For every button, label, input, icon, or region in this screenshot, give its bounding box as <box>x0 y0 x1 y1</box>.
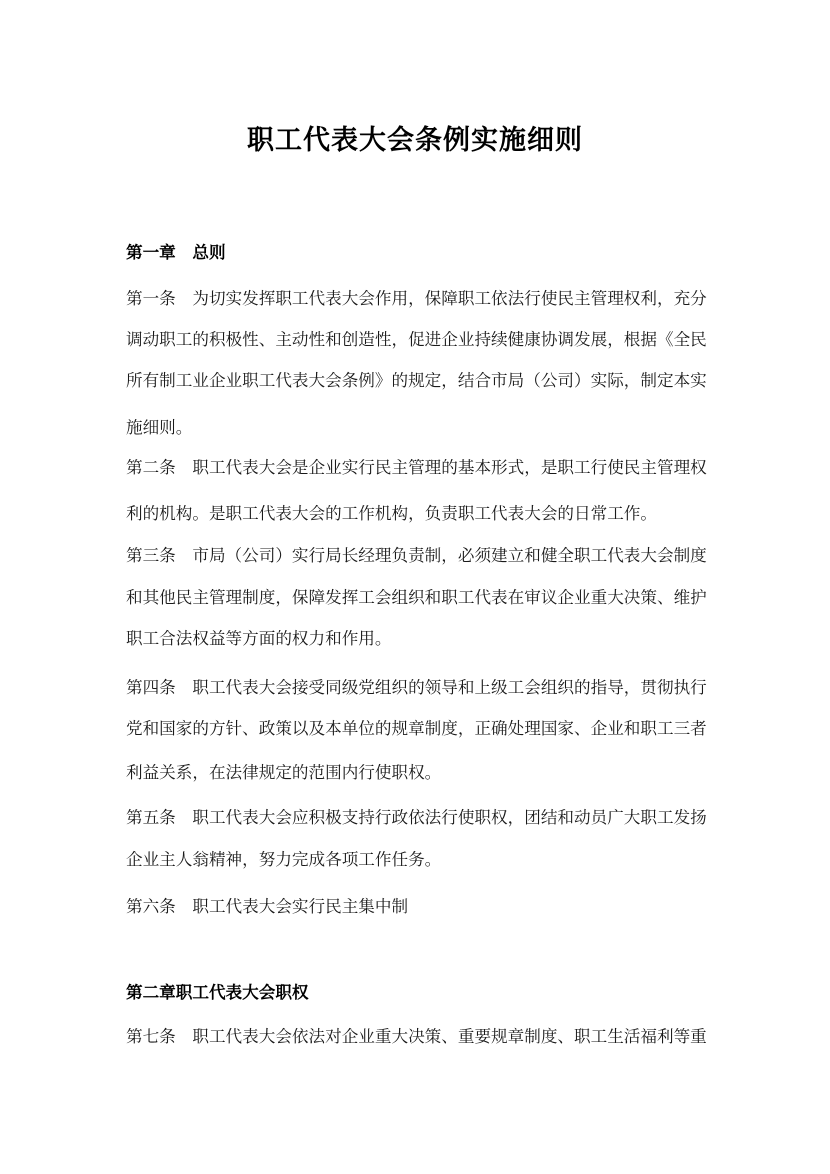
paragraph-line: 第三条 市局（公司）实行局长经理负责制，必须建立和健全职工代表大会制度 <box>126 546 707 565</box>
paragraph-line: 党和国家的方针、政策以及本单位的规章制度，正确处理国家、企业和职工三者 <box>126 719 707 738</box>
paragraph-line: 利的机构。是职工代表大会的工作机构，负责职工代表大会的日常工作。 <box>126 504 657 523</box>
chapter-heading: 第二章职工代表大会职权 <box>126 983 309 1002</box>
paragraph-line: 职工合法权益等方面的权力和作用。 <box>126 629 392 648</box>
paragraph-line: 第六条 职工代表大会实行民主集中制 <box>126 897 409 916</box>
paragraph-line: 利益关系，在法律规定的范围内行使职权。 <box>126 763 442 782</box>
paragraph-line: 施细则。 <box>126 418 193 437</box>
paragraph-line: 所有制工业企业职工代表大会条例》的规定，结合市局（公司）实际，制定本实 <box>126 371 707 390</box>
chapter-heading: 第一章 总则 <box>126 243 226 262</box>
paragraph-line: 第七条 职工代表大会依法对企业重大决策、重要规章制度、职工生活福利等重 <box>126 1027 707 1046</box>
paragraph-line: 调动职工的积极性、主动性和创造性，促进企业持续健康协调发展，根据《全民 <box>126 330 707 349</box>
paragraph-line: 第五条 职工代表大会应积极支持行政依法行使职权，团结和动员广大职工发扬 <box>126 808 707 827</box>
paragraph-line: 企业主人翁精神，努力完成各项工作任务。 <box>126 850 442 869</box>
paragraph-line: 和其他民主管理制度，保障发挥工会组织和职工代表在审议企业重大决策、维护 <box>126 588 707 607</box>
paragraph-line: 第一条 为切实发挥职工代表大会作用，保障职工依法行使民主管理权利，充分 <box>126 289 707 308</box>
paragraph-line: 第四条 职工代表大会接受同级党组织的领导和上级工会组织的指导，贯彻执行 <box>126 678 707 697</box>
document-title: 职工代表大会条例实施细则 <box>247 125 583 156</box>
paragraph-line: 第二条 职工代表大会是企业实行民主管理的基本形式，是职工行使民主管理权 <box>126 458 707 477</box>
